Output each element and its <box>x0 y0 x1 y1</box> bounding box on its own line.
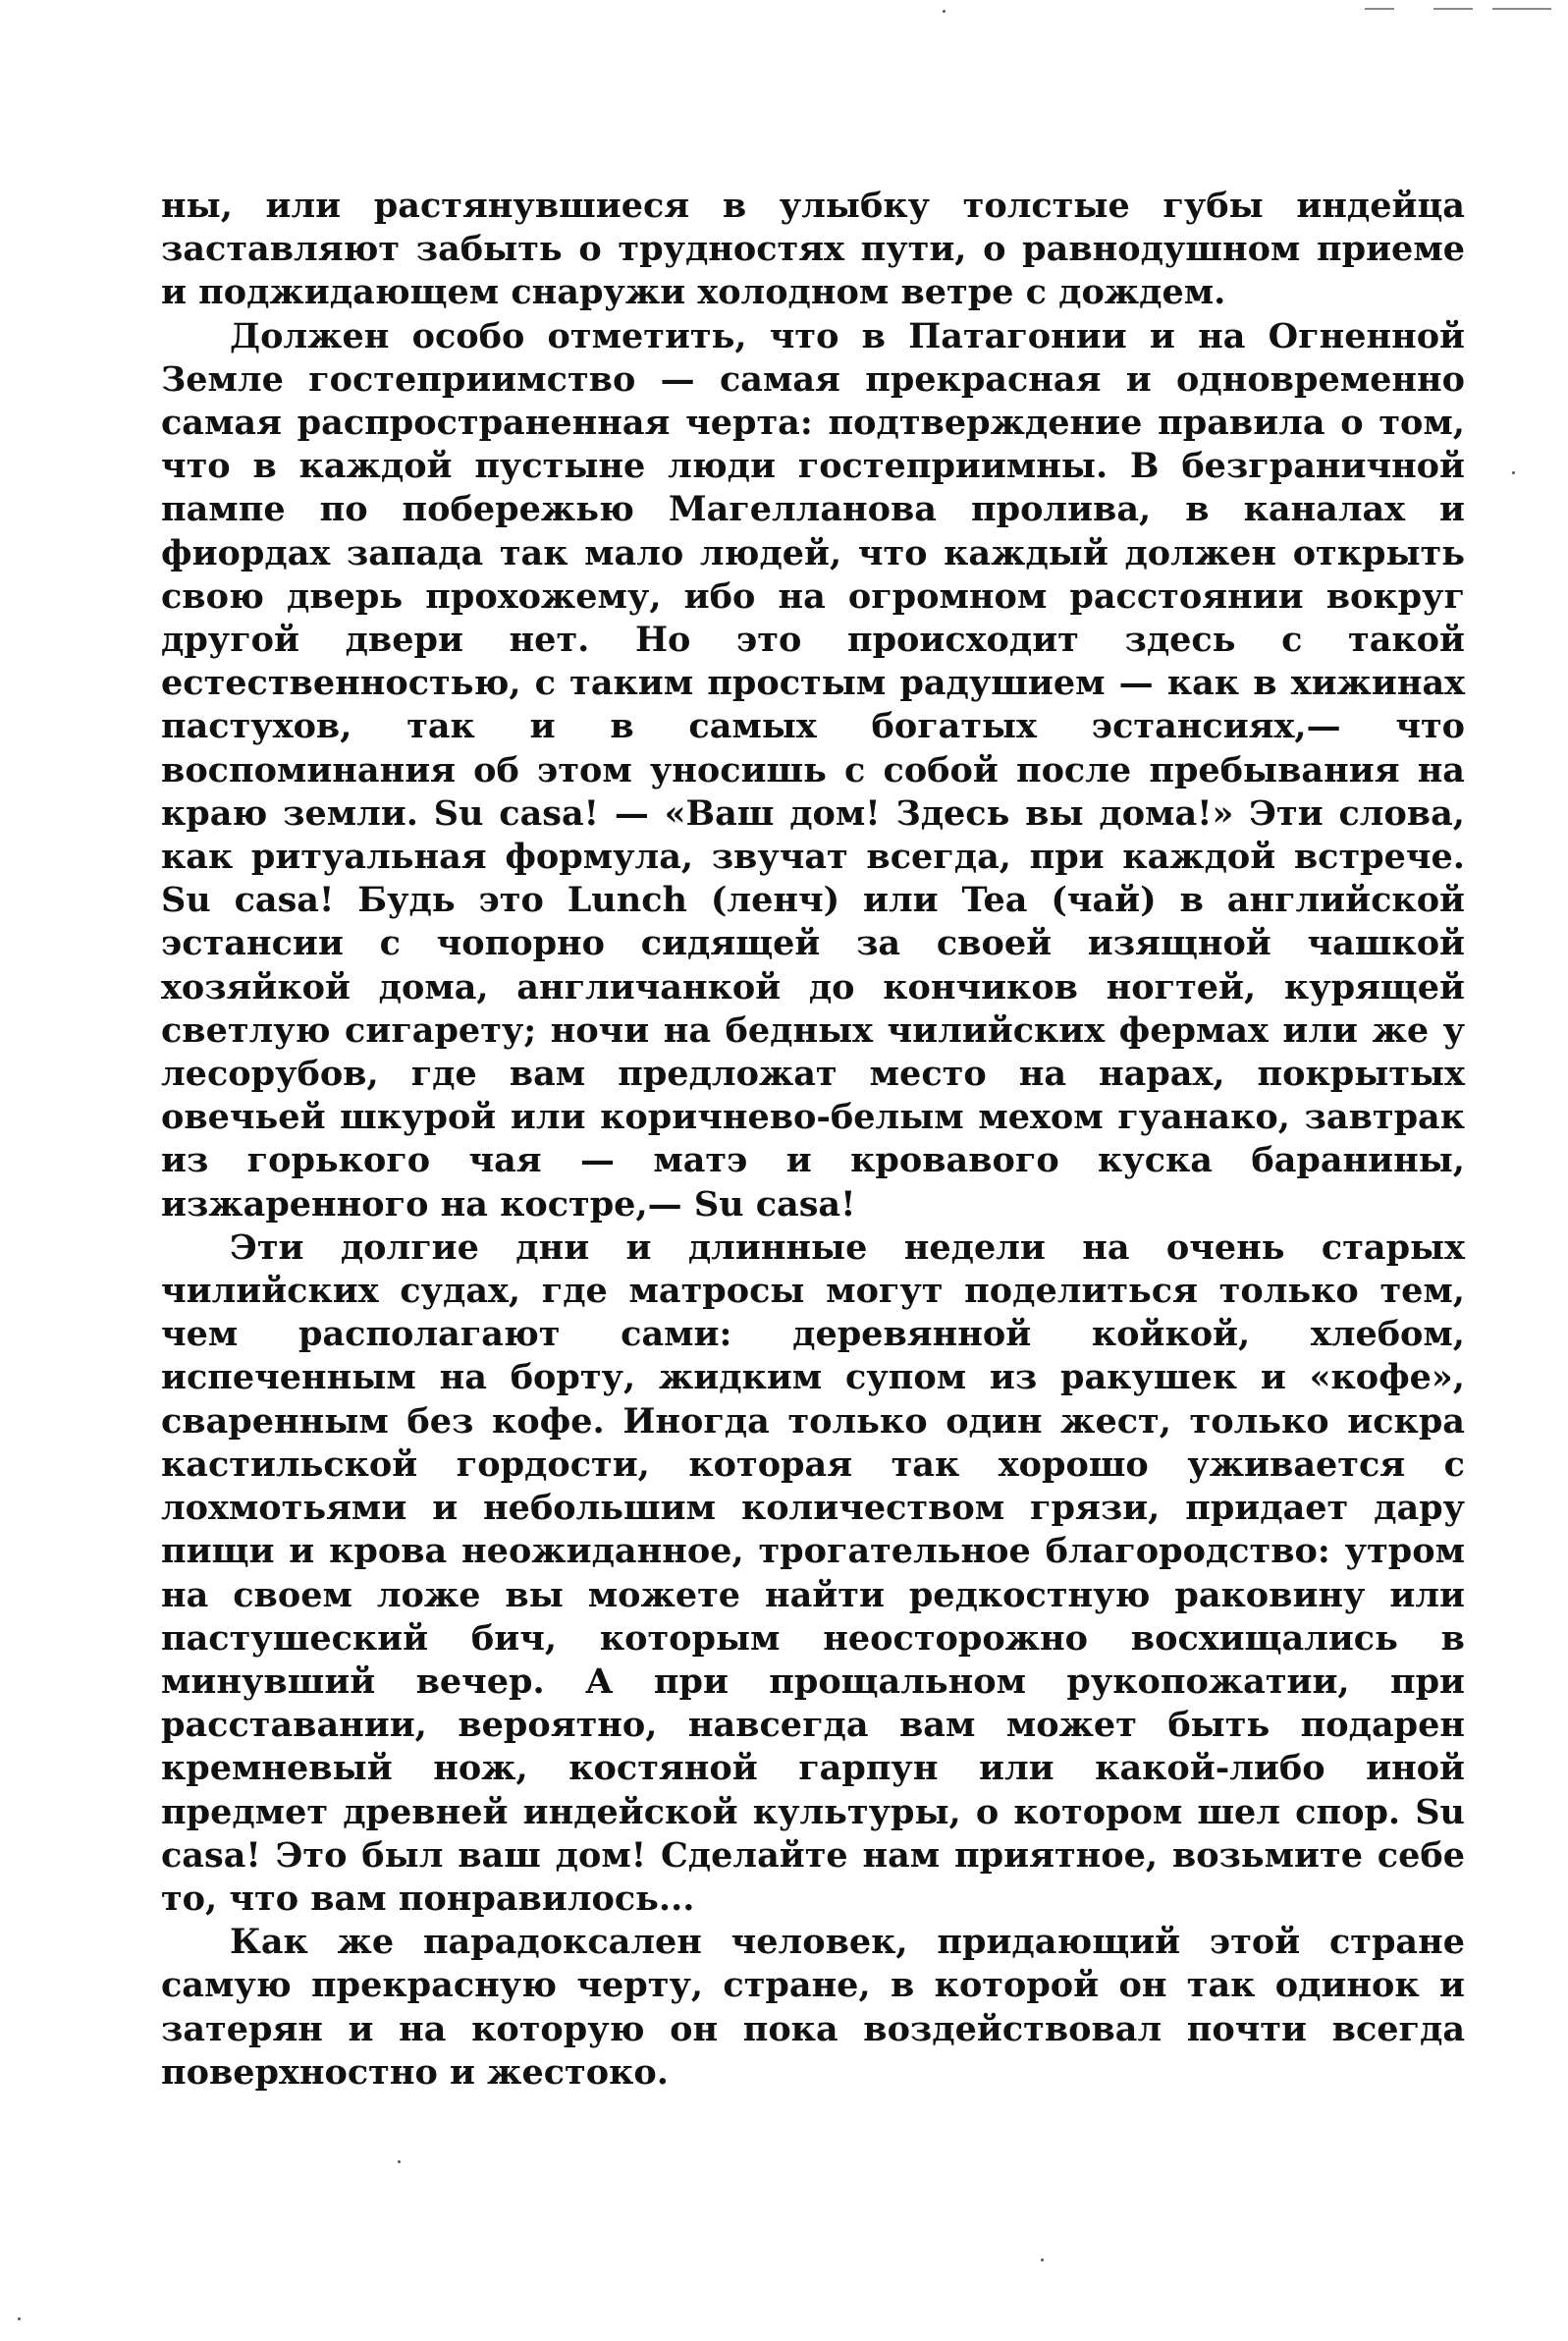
scan-speck <box>1041 2259 1044 2261</box>
scan-speck <box>18 2317 21 2320</box>
paragraph-1: ны, или растянувшиеся в улыбку толстые губы индейца заставляют забыть о трудностях пути, о равнодушном приеме и поджидающем снаружи холодном ветре с дождем. <box>161 186 1465 313</box>
scan-speck <box>943 10 946 13</box>
scan-artifact-top-right-2 <box>1433 8 1473 10</box>
scan-speck <box>398 2160 401 2163</box>
paragraph-2: Должен особо отметить, что в Патагонии и на Огненной Земле гостеприимство — самая прекрасная и одновременно самая распространенная черта: подтверждение правила о том, что в каждой пустыне люди гостеприимны. В безграничной пампе по побережью Магелланова пролива, в каналах и фиордах запада так мало людей, что каждый должен открыть свою дверь прохожему, ибо на огромном расстоянии вокруг другой двери нет. Но это происходит здесь с такой естественностью, с таким простым радушием — как в хижинах пастухов, так и в самых богатых эстансиях,— что воспоминания об этом уносишь с собой после пребывания на краю земли. Su casa! — «Ваш дом! Здесь вы дома!» Эти слова, как ритуальная формула, звучат всегда, при каждой встрече. Su casa! Будь это Lunch (ленч) или Tea (чай) в английской эстансии с чопорно сидящей за своей изящной чашкой хозяйкой дома, англичанкой до кончиков ногтей, курящей светлую сигарету; ночи на бедных чилийских фермах или же у лесорубов, где вам предложат место на нарах, покрытых овечьей шкурой или коричнево-белым мехом гуанако, завтрак из горького чая — матэ и кровавого куска баранины, изжаренного на костре,— Su casa! <box>161 315 1465 1225</box>
scan-speck <box>1512 471 1515 474</box>
scan-artifact-top-right <box>1365 8 1394 10</box>
paragraph-4: Как же парадоксален человек, придающий этой стране самую прекрасную черту, стране, в которой он так одинок и затерян и на которую он пока воздействовал почти всегда поверхностно и жестоко. <box>161 1922 1465 2093</box>
scan-artifact-top-right-3 <box>1492 8 1551 10</box>
paragraph-3: Эти долгие дни и длинные недели на очень старых чилийских судах, где матросы могут поделиться только тем, чем располагают сами: деревянной койкой, хлебом, испеченным на борту, жидким супом из ракушек и «кофе», сваренным без кофе. Иногда только один жест, только искра кастильской гордости, которая так хорошо уживается с лохмотьями и небольшим количеством грязи, придает дару пищи и крова неожиданное, трогательное благородство: утром на своем ложе вы можете найти редкостную раковину или пастушеский бич, которым неосторожно восхищались в минувший вечер. А при прощальном рукопожатии, при расставании, вероятно, навсегда вам может быть подарен кремневый нож, костяной гарпун или какой-либо иной предмет древней индейской культуры, о котором шел спор. Su casa! Это был ваш дом! Сделайте нам приятное, возьмите себе то, что вам понравилось... <box>161 1226 1465 1919</box>
page-text <box>161 185 1465 2095</box>
